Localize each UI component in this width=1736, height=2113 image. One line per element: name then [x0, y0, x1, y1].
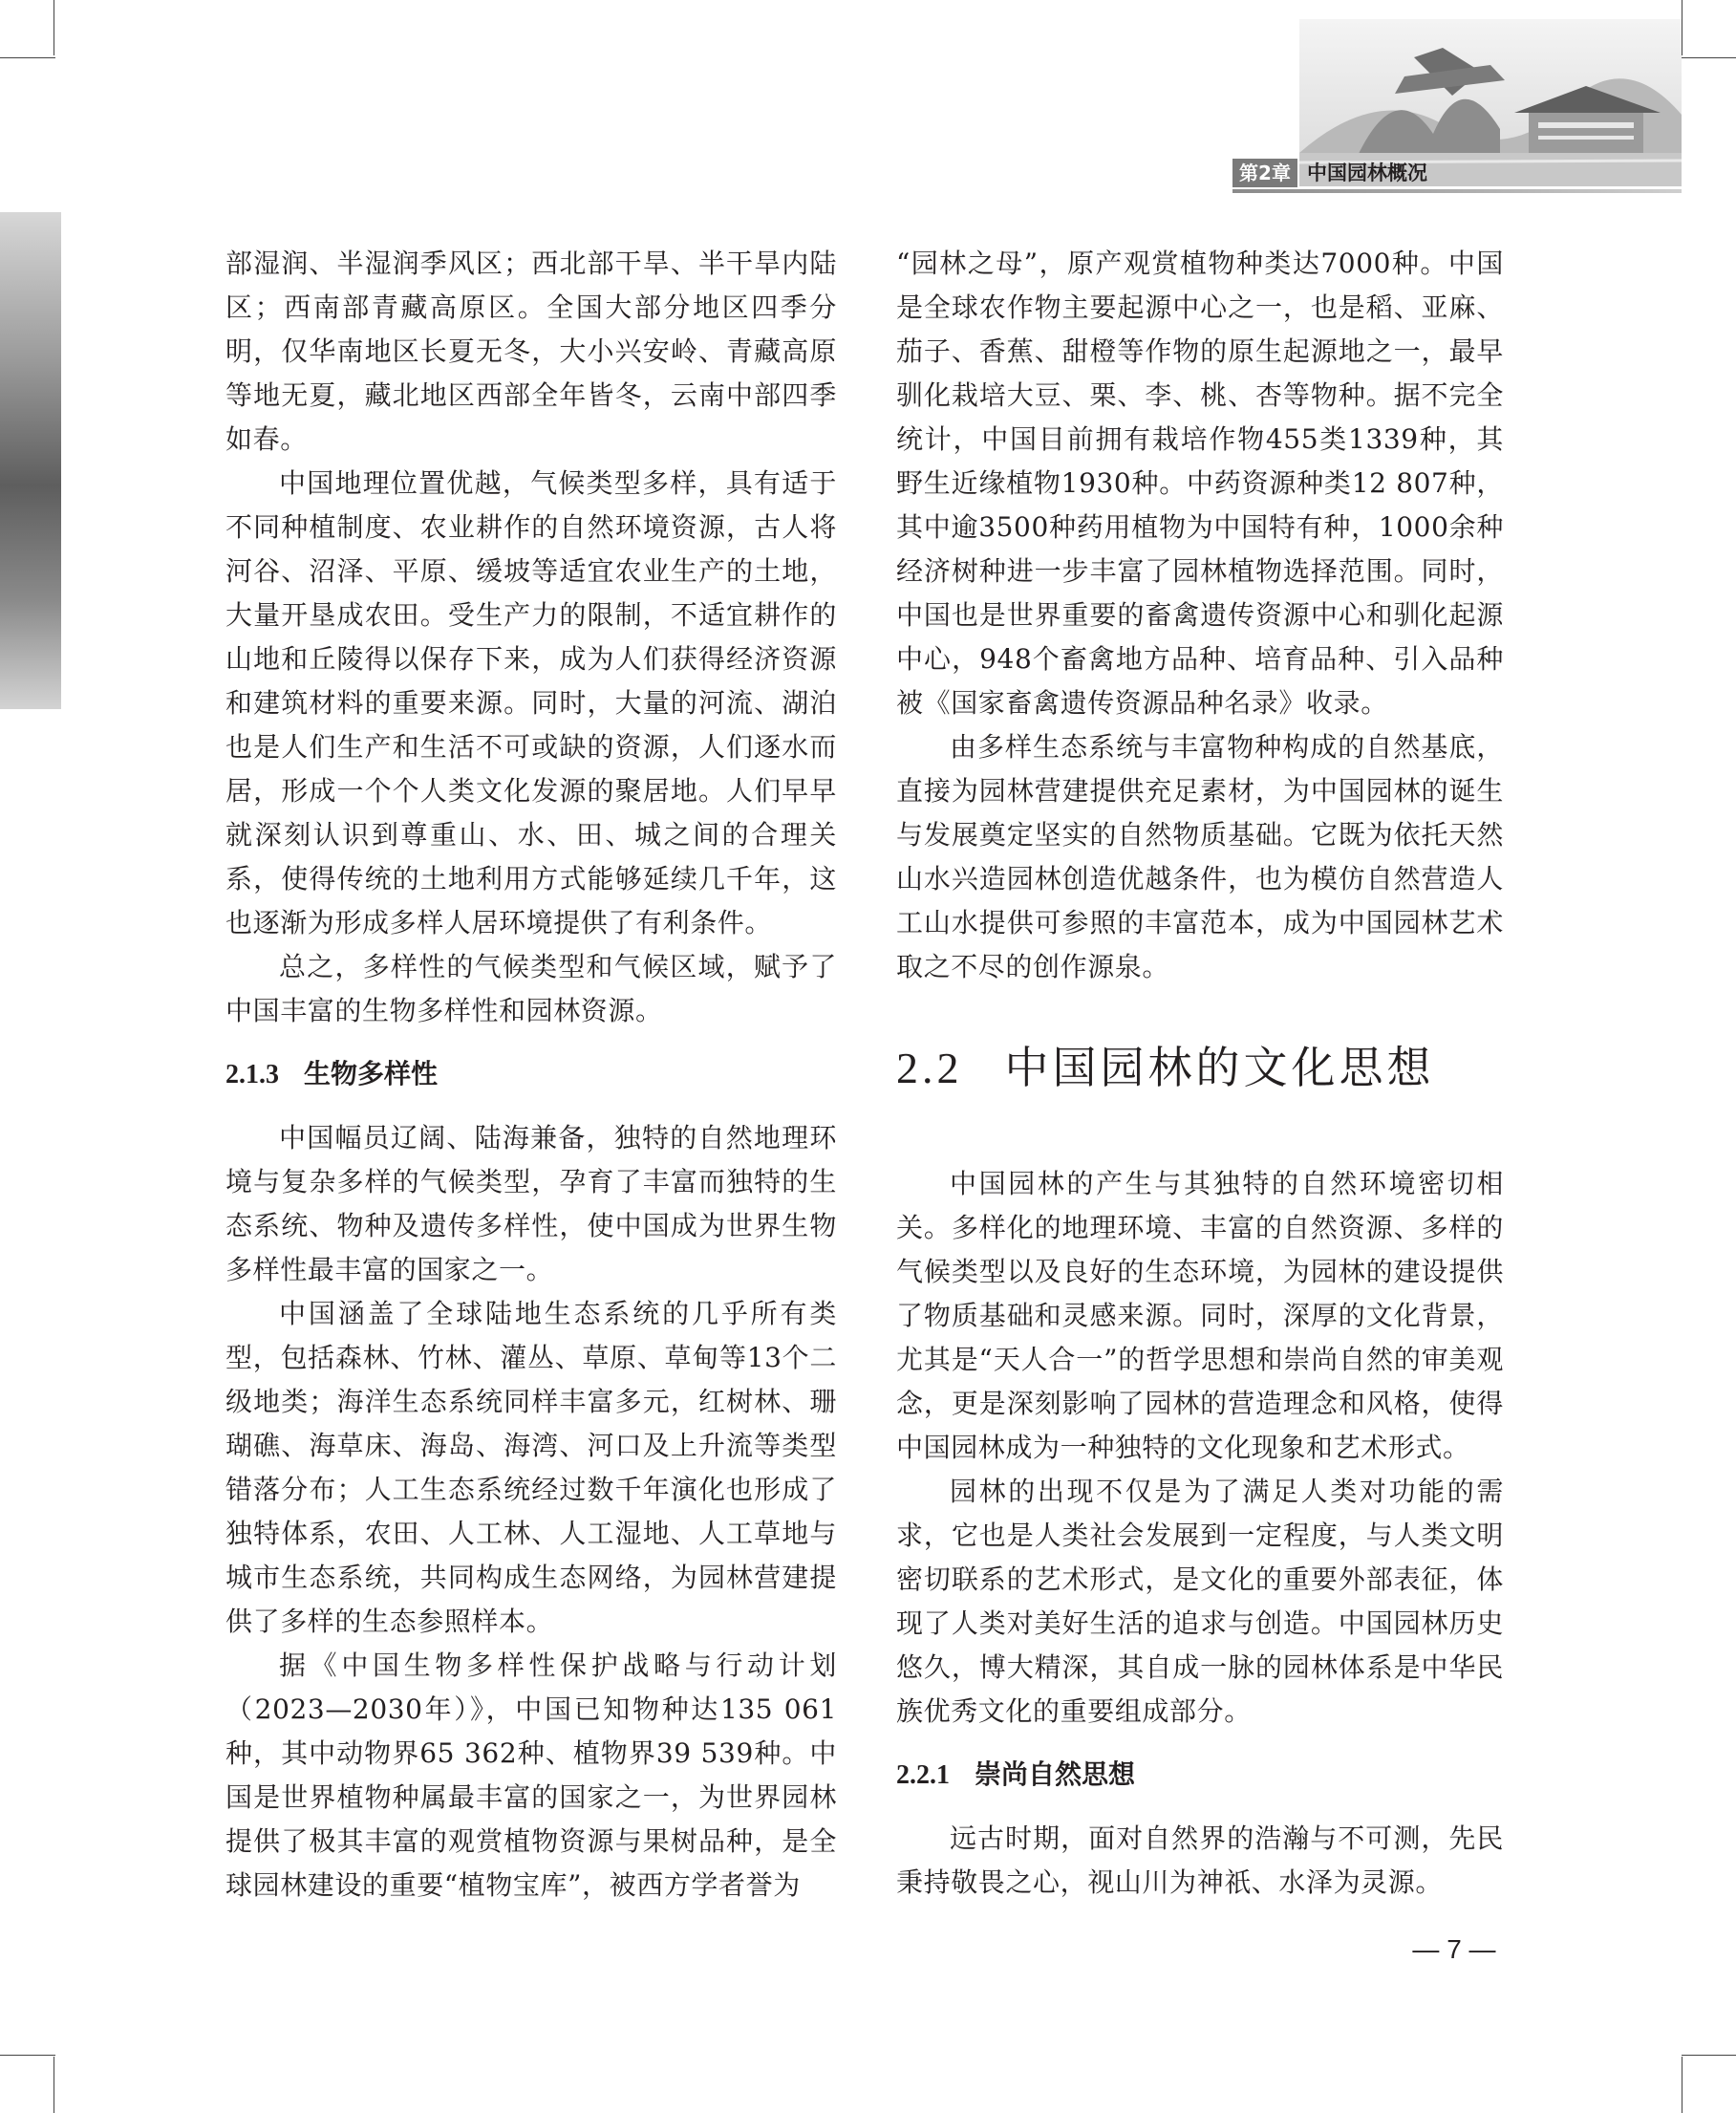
section-heading-2-2-1 — [896, 1743, 1504, 1807]
crop-mark — [0, 57, 55, 58]
section-number: 2.2.1 — [896, 1760, 950, 1790]
section-title: 崇尚自然思想 — [975, 1758, 1136, 1790]
paragraph: 中国幅员辽阔、陆海兼备，独特的自然地理环境与复杂多样的气候类型，孕育了丰富而独特的生态系统、物种及遗传多样性，使中国成为世界生物多样性最丰富的国家之一。 — [225, 1122, 837, 1285]
paragraph: 中国园林的产生与其独特的自然环境密切相关。多样化的地理环境、丰富的自然资源、多样的气候类型以及良好的生态环境，为园林的建设提供了物质基础和灵感来源。同时，深厚的文化背景，尤其是“天人合一”的哲学思想和崇尚自然的审美观念，更是深刻影响了园林的营造理念和风格，使得中国园林成为一种独特的文化现象和艺术形式。 — [896, 1168, 1504, 1463]
crop-mark — [0, 2055, 55, 2056]
page-number: — 7 — — [1412, 1934, 1496, 1964]
paragraph: 中国涵盖了全球陆地生态系统的几乎所有类型，包括森林、竹林、灌丛、草原、草甸等13个二级地类；海洋生态系统同样丰富多元，红树林、珊瑚礁、海草床、海岛、海湾、河口及上升流等类型错落分布；人工生态系统经过数千年演化也形成了独特体系，农田、人工林、人工湿地、人工草地与城市生态系统，共同构成生态网络，为园林营建提供了多样的生态参照样本。 — [225, 1298, 837, 1637]
paragraph: 总之，多样性的气候类型和气候区域，赋予了中国丰富的生物多样性和园林资源。 — [225, 951, 837, 1026]
paragraph: 远古时期，面对自然界的浩瀚与不可测，先民秉持敬畏之心，视山川为神祇、水泽为灵源。 — [896, 1822, 1504, 1898]
paragraph: 园林的出现不仅是为了满足人类对功能的需求，它也是人类社会发展到一定程度，与人类文明密切联系的艺术形式，是文化的重要外部表征，体现了人类对美好生活的追求与创造。中国园林历史悠久，博大精深，其自成一脉的园林体系是中华民族优秀文化的重要组成部分。 — [896, 1476, 1504, 1727]
paragraph: 部湿润、半湿润季风区；西北部干旱、半干旱内陆区；西南部青藏高原区。全国大部分地区四季分明，仅华南地区长夏无冬，大小兴安岭、青藏高原等地无夏，藏北地区西部全年皆冬，云南中部四季如春。 — [225, 248, 837, 455]
paragraph: 据《中国生物多样性保护战略与行动计划（2023—2030年）》，中国已知物种达135 061种，其中动物界65 362种、植物界39 539种。中国是世界植物种属最丰富的国家之一，为世界园林提供了极其丰富的观赏植物资源与果树品种，是全球园林建设的重要“植物宝库”，被西方学者誉为 — [225, 1649, 837, 1901]
header-rule — [1232, 189, 1682, 193]
paragraph: 由多样生态系统与丰富物种构成的自然基底，直接为园林营建提供充足素材，为中国园林的诞生与发展奠定坚实的自然物质基础。它既为依托天然山水兴造园林创造优越条件，也为模仿自然营造人工山水提供可参照的丰富范本，成为中国园林艺术取之不尽的创作源泉。 — [896, 731, 1504, 982]
section-number: 2.2 — [896, 1044, 963, 1092]
chapter-title: 中国园林概况 — [1307, 162, 1427, 184]
paragraph: “园林之母”，原产观赏植物种类达7000种。中国是全球农作物主要起源中心之一，也是稻、亚麻、茄子、香蕉、甜橙等作物的原生起源地之一，最早驯化栽培大豆、栗、李、桃、杏等物种。据不完全统计，中国目前拥有栽培作物455类1339种，其野生近缘植物1930种。中药资源种类12 807种，其中逾3500种药用植物为中国特有种，1000余种经济树种进一步丰富了园林植物选择范围。同时，中国也是世界重要的畜禽遗传资源中心和驯化起源中心，948个畜禽地方品种、培育品种、引入品种被《国家畜禽遗传资源品种名录》收录。 — [896, 248, 1504, 719]
section-heading-2-2 — [896, 1027, 1504, 1109]
decorative-photo-strip — [0, 212, 61, 709]
crop-mark — [1682, 2055, 1736, 2056]
paragraph: 中国地理位置优越，气候类型多样，具有适于不同种植制度、农业耕作的自然环境资源，古人将河谷、沼泽、平原、缓坡等适宜农业生产的土地，大量开垦成农田。受生产力的限制，不适宜耕作的山地和丘陵得以保存下来，成为人们获得经济资源和建筑材料的重要来源。同时，大量的河流、湖泊也是人们生产和生活不可或缺的资源，人们逐水而居，形成一个个人类文化发源的聚居地。人们早早就深刻认识到尊重山、水、田、城之间的合理关系，使得传统的土地利用方式能够延续几千年，这也逐渐为形成多样人居环境提供了有利条件。 — [225, 467, 837, 938]
section-title: 中国园林的文化思想 — [1004, 1042, 1435, 1093]
crop-mark — [1682, 57, 1736, 58]
right-column — [896, 242, 1504, 1905]
chapter-badge: 第2章 — [1232, 159, 1297, 187]
section-heading-2-1-3 — [225, 1043, 837, 1107]
section-number: 2.1.3 — [225, 1060, 279, 1089]
section-title: 生物多样性 — [304, 1058, 439, 1089]
left-column — [225, 242, 837, 1908]
